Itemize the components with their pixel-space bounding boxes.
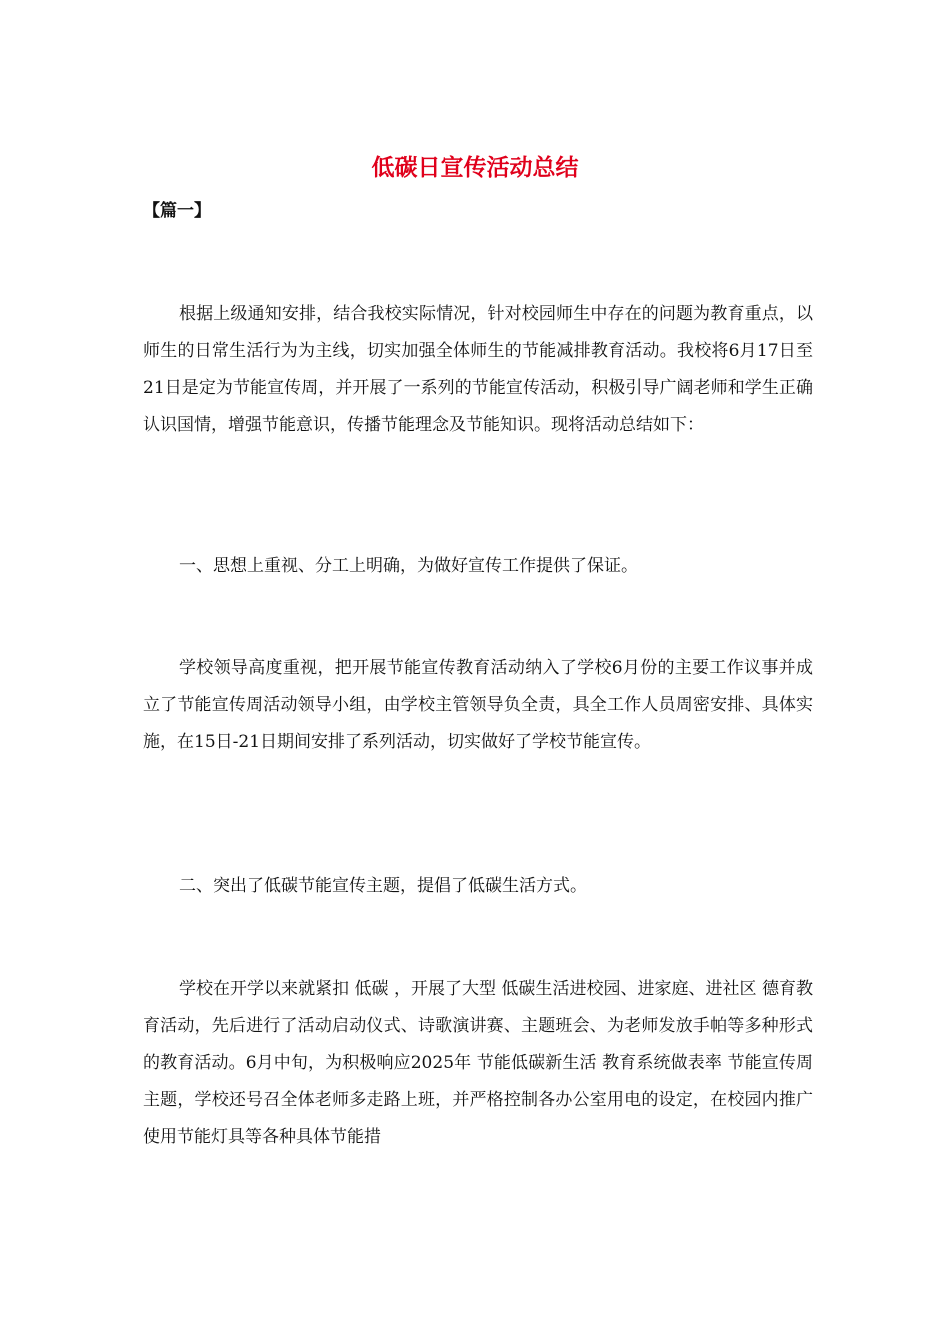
intro-paragraph: 根据上级通知安排，结合我校实际情况，针对校园师生中存在的问题为教育重点，以师生的日常生活行为为主线，切实加强全体师生的节能减排教育活动。我校将6月17日至21日是定为节能宣传周，并开展了一系列的节能宣传活动，积极引导广阔老师和学生正确认识国情，增强节能意识，传播节能理念及节能知识。现将活动总结如下： (143, 304, 813, 435)
section-heading-1: 一、思想上重视、分工上明确，为做好宣传工作提供了保证。 (179, 556, 638, 576)
section-heading-2: 二、突出了低碳节能宣传主题，提倡了低碳生活方式。 (179, 876, 587, 896)
body-paragraph-2: 学校在开学以来就紧扣 低碳 ，开展了大型 低碳生活进校园、进家庭、进社区 德育教育活动，先后进行了活动启动仪式、诗歌演讲赛、主题班会、为老师发放手帕等多种形式的教育活动。6月中旬，为积极响应2025年 节能低碳新生活 教育系统做表率 节能宣传周主题，学校还号召全体老师多走路上班，并严格控制各办公室用电的设定，在校园内推广使用节能灯具等各种具体节能措 (143, 979, 813, 1147)
body-paragraph-1: 学校领导高度重视，把开展节能宣传教育活动纳入了学校6月份的主要工作议事并成立了节能宣传周活动领导小组，由学校主管领导负全责，具全工作人员周密安排、具体实施，在15日-21日期间安排了系列活动，切实做好了学校节能宣传。 (143, 658, 813, 752)
document-title: 低碳日宣传活动总结 (371, 155, 579, 181)
section-tag: 【篇一】 (143, 201, 211, 221)
